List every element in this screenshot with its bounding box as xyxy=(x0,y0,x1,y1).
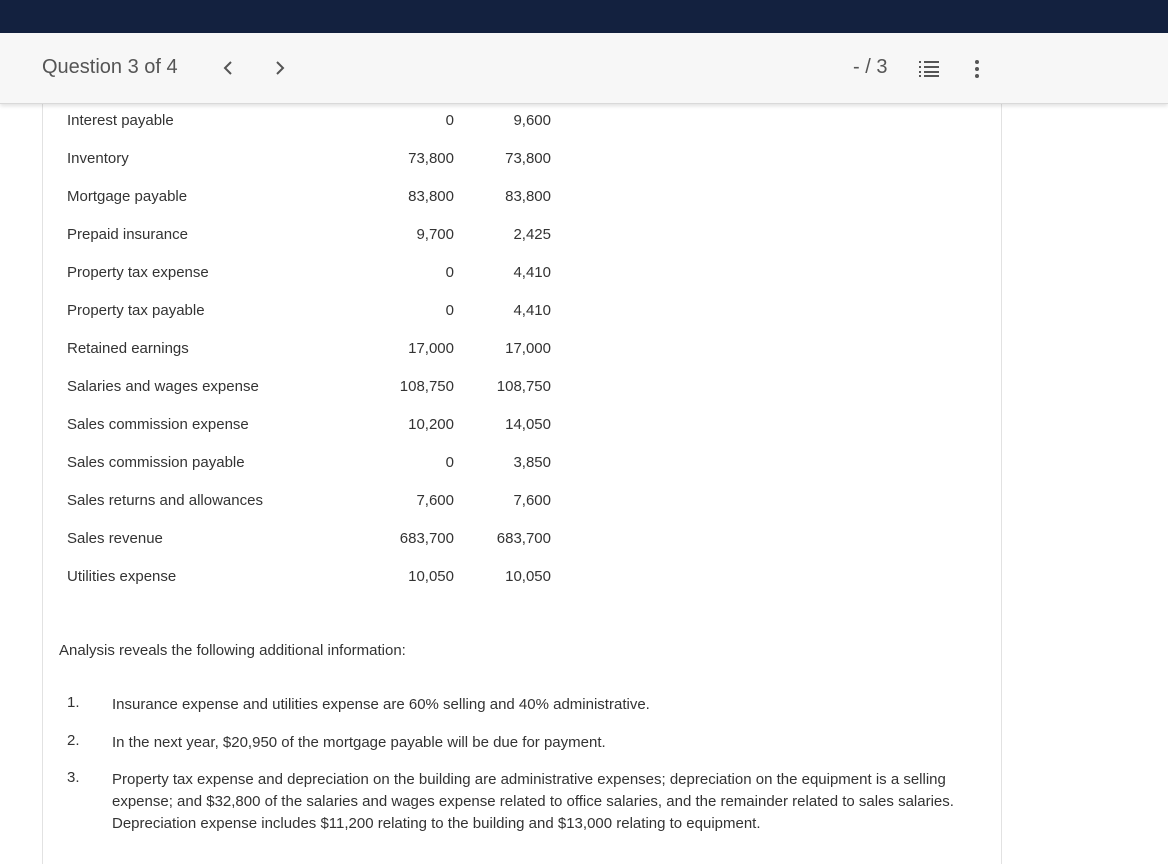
question-score: - / 3 xyxy=(853,56,888,78)
chevron-right-icon xyxy=(274,55,286,81)
previous-question-button[interactable] xyxy=(218,55,238,81)
table-row xyxy=(43,560,1001,598)
adjusted-value: 2,425 xyxy=(513,226,551,243)
table-row xyxy=(43,408,1001,446)
question-content xyxy=(42,104,1002,864)
table-row xyxy=(43,294,1001,332)
adjusted-value: 17,000 xyxy=(505,340,551,357)
table-row xyxy=(43,522,1001,560)
unadjusted-value: 17,000 xyxy=(408,340,454,357)
unadjusted-value: 7,600 xyxy=(416,492,454,509)
adjusted-value: 73,800 xyxy=(505,150,551,167)
more-vertical-icon xyxy=(970,59,984,79)
table-row xyxy=(43,332,1001,370)
table-row xyxy=(43,256,1001,294)
adjusted-value: 83,800 xyxy=(505,188,551,205)
adjusted-value: 108,750 xyxy=(496,378,551,395)
adjusted-value: 7,600 xyxy=(513,492,551,509)
adjusted-value: 10,050 xyxy=(505,568,551,585)
adjusted-value: 683,700 xyxy=(496,530,551,547)
table-row xyxy=(43,104,1001,142)
account-name: Sales commission expense xyxy=(67,416,249,433)
adjusted-value: 14,050 xyxy=(505,416,551,433)
adjusted-value: 9,600 xyxy=(513,112,551,129)
unadjusted-value: 0 xyxy=(445,302,454,319)
unadjusted-value: 0 xyxy=(445,264,454,281)
account-name: Sales returns and allowances xyxy=(67,492,263,509)
account-name: Utilities expense xyxy=(67,568,177,585)
item-text: Property tax expense and depreciation on the building are administrative expenses; depreciation on the equipment is a selling expense; and $32,800 of the salaries and wages expense related to office salaries, and the remainder related to sales salaries. Depreciation expense includes $11,200 relating to the building and $13,000 relating to equipment. xyxy=(112,771,954,832)
table-row xyxy=(43,446,1001,484)
analysis-intro: Analysis reveals the following additional information: xyxy=(59,642,406,659)
item-number: 1. xyxy=(67,694,80,711)
unadjusted-value: 9,700 xyxy=(416,226,454,243)
account-name: Sales commission payable xyxy=(67,454,245,471)
question-list-button[interactable] xyxy=(918,59,940,84)
unadjusted-value: 10,200 xyxy=(408,416,454,433)
account-name: Property tax expense xyxy=(67,264,209,281)
adjusted-value: 4,410 xyxy=(513,302,551,319)
top-bar xyxy=(0,0,1168,33)
more-options-button[interactable] xyxy=(970,59,984,84)
numbered-list-icon xyxy=(918,59,940,79)
table-row xyxy=(43,218,1001,256)
item-text: Insurance expense and utilities expense are 60% selling and 40% administrative. xyxy=(112,696,650,713)
unadjusted-value: 83,800 xyxy=(408,188,454,205)
item-text: In the next year, $20,950 of the mortgage payable will be due for payment. xyxy=(112,734,606,751)
account-name: Property tax payable xyxy=(67,302,205,319)
item-number: 3. xyxy=(67,769,80,786)
table-row xyxy=(43,484,1001,522)
account-name: Sales revenue xyxy=(67,530,163,547)
unadjusted-value: 73,800 xyxy=(408,150,454,167)
chevron-left-icon xyxy=(222,55,234,81)
unadjusted-value: 10,050 xyxy=(408,568,454,585)
question-title: Question 3 of 4 xyxy=(42,56,178,78)
account-name: Inventory xyxy=(67,150,129,167)
adjusted-value: 3,850 xyxy=(513,454,551,471)
account-name: Retained earnings xyxy=(67,340,189,357)
question-header xyxy=(0,33,1168,104)
next-question-button[interactable] xyxy=(270,55,290,81)
adjusted-value: 4,410 xyxy=(513,264,551,281)
account-name: Salaries and wages expense xyxy=(67,378,259,395)
account-name: Interest payable xyxy=(67,112,174,129)
account-name: Prepaid insurance xyxy=(67,226,188,243)
unadjusted-value: 0 xyxy=(445,112,454,129)
unadjusted-value: 683,700 xyxy=(399,530,454,547)
table-row xyxy=(43,180,1001,218)
table-row xyxy=(43,370,1001,408)
account-name: Mortgage payable xyxy=(67,188,188,205)
item-number: 2. xyxy=(67,732,80,749)
unadjusted-value: 0 xyxy=(445,454,454,471)
table-row xyxy=(43,142,1001,180)
unadjusted-value: 108,750 xyxy=(399,378,454,395)
